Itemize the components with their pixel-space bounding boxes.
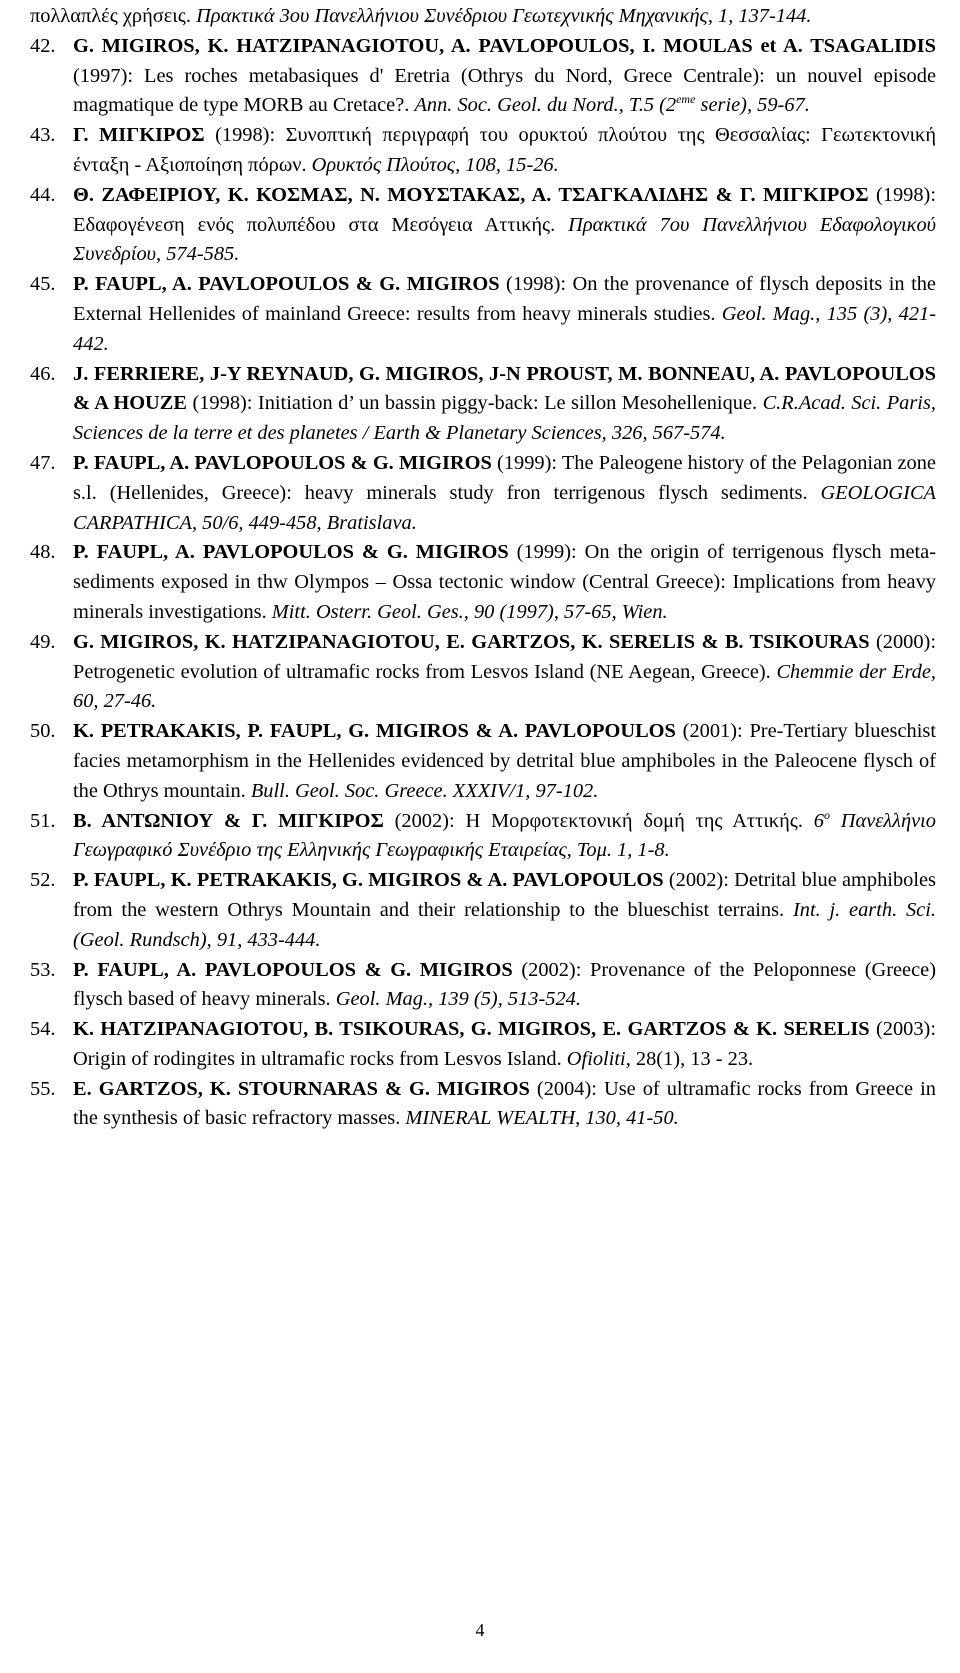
reference-text: (2004): Use of ultramafic rocks from Greece in the synthesis of basic refractory masses.	[73, 1077, 936, 1130]
reference-source: Int. j. earth. Sci. (Geol. Rundsch), 91, 433-444.	[73, 898, 936, 951]
reference-number: 48.	[30, 541, 56, 564]
reference-source: C.R.Acad. Sci. Paris, Sciences de la terre et des planetes / Earth & Planetary Sciences, 326, 567-574.	[73, 392, 936, 445]
reference-text: (1998): Συνοπτική περιγραφή του ορυκτού πλούτου της Θεσσαλίας: Γεωτεκτονική ένταξη - Αξιοποίηση πόρων.	[73, 124, 936, 176]
reference-number: 44.	[30, 183, 56, 206]
reference-entry	[30, 807, 936, 867]
reference-entry	[30, 181, 936, 270]
reference-source: serie), 59-67.	[695, 94, 810, 117]
reference-source: Πανελλήνιο Γεωγραφικό Συνέδριο της Ελληνικής Γεωγραφικής Εταιρείας, Τομ. 1, 1-8.	[73, 809, 936, 862]
reference-authors: P. FAUPL, K. PETRAKAKIS, G. MIGIROS & A. PAVLOPOULOS	[73, 869, 664, 892]
reference-source: Geol. Mag., 135 (3), 421-442.	[73, 302, 936, 355]
reference-entry	[30, 628, 936, 717]
reference-number: 52.	[30, 869, 56, 892]
reference-text: (1997): Les roches metabasiques d' Eretria (Othrys du Nord, Grece Centrale): un nouvel episode magmatique de type MORB au Cretace?.	[73, 64, 936, 117]
reference-source: MINERAL WEALTH, 130, 41-50.	[405, 1107, 679, 1130]
reference-number: 45.	[30, 273, 56, 296]
reference-source: GEOLOGICA CARPATHICA, 50/6, 449-458, Bratislava.	[73, 481, 936, 534]
reference-authors: P. FAUPL, A. PAVLOPOULOS & G. MIGIROS	[73, 451, 492, 474]
reference-authors: Β. ΑΝΤΩΝΙΟΥ & Γ. ΜΙΓΚΙΡΟΣ	[73, 809, 384, 832]
reference-text: (1998): Initiation d’ un bassin piggy-back: Le sillon Mesohellenique.	[187, 392, 763, 415]
reference-authors: E. GARTZOS, K. STOURNARAS & G. MIGIROS	[73, 1077, 530, 1100]
reference-text: (1998): On the provenance of flysch deposits in the External Hellenides of mainland Greece: results from heavy minerals studies.	[73, 273, 936, 325]
reference-source: Ann. Soc. Geol. du Nord., T.5 (2	[414, 94, 677, 117]
reference-text: (2001): Pre-Tertiary blueschist facies metamorphism in the Hellenides evidenced by detrital blue amphiboles in the Paleocene flysch of the Othrys mountain.	[73, 720, 936, 802]
reference-text: (1998): Εδαφογένεση ενός πολυπέδου στα Μεσόγεια Αττικής.	[73, 183, 937, 236]
reference-number: 51.	[30, 809, 56, 832]
reference-entry	[30, 449, 936, 538]
reference-source: Mitt. Osterr. Geol. Ges., 90 (1997), 57-65, Wien.	[271, 600, 668, 623]
reference-entry	[30, 121, 936, 181]
reference-authors: J. FERRIERE, J-Y REYNAUD, G. MIGIROS, J-N PROUST, M. BONNEAU, A. PAVLOPOULOS & A HOUZE	[73, 362, 936, 415]
reference-source: Geol. Mag., 139 (5), 513-524.	[335, 988, 581, 1011]
reference-entry	[30, 538, 936, 627]
reference-source: Ofioliti,	[566, 1047, 631, 1070]
reference-entry	[30, 956, 936, 1016]
reference-source: Bull. Geol. Soc. Greece. XXXIV/1, 97-102.	[250, 779, 599, 802]
reference-source: Πρακτικά 7ου Πανελλήνιου Εδαφολογικού Συνεδρίου, 574-585.	[73, 213, 936, 266]
reference-authors: G. MIGIROS, K. HATZIPANAGIOTOU, E. GARTZOS, K. SERELIS & B. TSIKOURAS	[73, 630, 870, 653]
reference-authors: P. FAUPL, A. PAVLOPOULOS & G. MIGIROS	[73, 541, 509, 564]
reference-text: (2000): Petrogenetic evolution of ultramafic rocks from Lesvos Island (NE Aegean, Greece).	[73, 630, 936, 683]
reference-number: 54.	[30, 1018, 56, 1041]
reference-authors: K. PETRAKAKIS, P. FAUPL, G. MIGIROS & A. PAVLOPOULOS	[73, 720, 676, 743]
reference-text: πολλαπλές χρήσεις.	[30, 5, 197, 27]
reference-authors: G. MIGIROS, K. HATZIPANAGIOTOU, A. PAVLOPOULOS, I. MOULAS et A. TSAGALIDIS	[73, 34, 936, 57]
reference-source: ο	[823, 807, 830, 822]
reference-source: Ορυκτός Πλούτος, 108, 15-26.	[311, 153, 559, 176]
reference-text: (2002): Η Μορφοτεκτονική δομή της Αττικής.	[383, 809, 814, 832]
reference-text: 28(1), 13 - 23.	[630, 1047, 754, 1070]
reference-authors: Θ. ΖΑΦΕΙΡΙΟΥ, Κ. ΚΟΣΜΑΣ, Ν. ΜΟΥΣΤΑΚΑΣ, Α. ΤΣΑΓΚΑΛΙΔΗΣ & Γ. ΜΙΓΚΙΡΟΣ	[73, 183, 869, 206]
reference-list	[30, 2, 936, 1134]
reference-entry	[30, 360, 936, 449]
reference-number: 53.	[30, 958, 56, 981]
reference-entry	[30, 1075, 936, 1135]
reference-text: (1999): The Paleogene history of the Pelagonian zone s.l. (Hellenides, Greece): heavy minerals study fron terrigenous flysch sediments.	[73, 451, 936, 504]
reference-text: (2002): Provenance of the Peloponnese (Greece) flysch based of heavy minerals.	[73, 958, 936, 1011]
reference-number: 47.	[30, 451, 56, 474]
reference-number: 49.	[30, 630, 56, 653]
reference-authors: P. FAUPL, A. PAVLOPOULOS & G. MIGIROS	[73, 273, 500, 296]
reference-number: 50.	[30, 720, 56, 743]
reference-text: (2002): Detrital blue amphiboles from the western Othrys Mountain and their relationship to the blueschist terrains.	[73, 869, 936, 921]
reference-source: 6	[813, 809, 824, 832]
reference-text: (1999): On the origin of terrigenous flysch meta- sediments exposed in thw Olympos – Ossa tectonic window (Central Greece): Implications from heavy minerals investigations.	[73, 541, 936, 623]
reference-source: Chemmie der Erde, 60, 27-46.	[73, 660, 936, 713]
reference-text: (2003): Origin of rodingites in ultramafic rocks from Lesvos Island.	[73, 1018, 936, 1070]
reference-number: 46.	[30, 362, 56, 385]
reference-entry	[30, 32, 936, 121]
reference-source: Πρακτικά 3ου Πανελλήνιου Συνέδριου Γεωτεχνικής Μηχανικής, 1, 137-144.	[196, 5, 812, 27]
page-number: 4	[475, 1620, 485, 1640]
reference-entry	[30, 866, 936, 955]
reference-number: 55.	[30, 1077, 56, 1100]
reference-entry	[30, 2, 936, 32]
reference-number: 42.	[30, 34, 56, 57]
reference-entry	[30, 270, 936, 359]
reference-number: 43.	[30, 124, 56, 147]
reference-authors: Γ. ΜΙΓΚΙΡΟΣ	[73, 124, 205, 147]
reference-authors: K. HATZIPANAGIOTOU, B. TSIKOURAS, G. MIGIROS, E. GARTZOS & K. SERELIS	[73, 1018, 870, 1041]
reference-entry	[30, 717, 936, 806]
reference-source: eme	[676, 92, 696, 107]
reference-entry	[30, 1015, 936, 1075]
reference-authors: P. FAUPL, A. PAVLOPOULOS & G. MIGIROS	[73, 958, 513, 981]
